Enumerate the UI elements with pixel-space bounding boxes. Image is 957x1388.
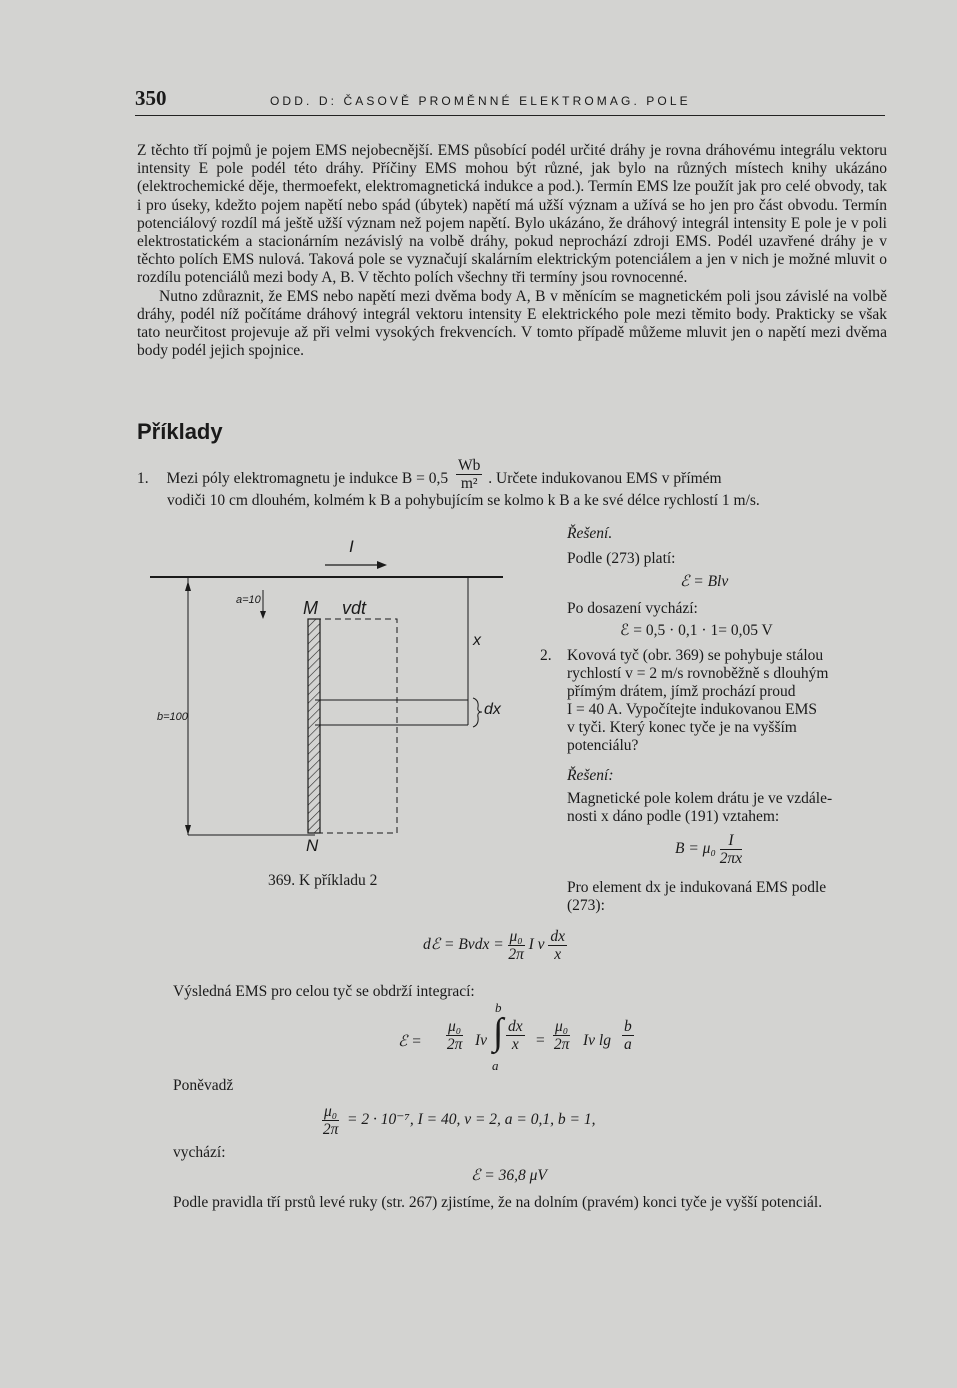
fraction-numerator: μ₀ (555, 1018, 569, 1035)
example-2-line-nosti: nosti x dáno podle (191) vztahem: (567, 808, 780, 825)
example-2-line: rychlostí v = 2 m/s rovnoběžně s dlouhým (567, 665, 829, 682)
integral-left: ℰ = (398, 1033, 422, 1050)
fraction-denominator: x (554, 946, 562, 963)
dx-brace (473, 698, 482, 727)
values-mu-fraction (322, 1103, 339, 1138)
label-current-I: I (349, 537, 354, 556)
unit-numerator: Wb (458, 457, 481, 474)
label-dx: dx (484, 701, 501, 718)
equation-dE (423, 928, 567, 963)
equation-E-Blv: ℰ = Blv (680, 573, 729, 590)
example-2-text (567, 647, 892, 755)
label-N: N (306, 836, 319, 855)
equation-integral (398, 1000, 658, 1073)
fraction-numerator: μ₀ (448, 1018, 462, 1035)
example-2-line: přímým drátem, jímž prochází proud (567, 683, 796, 700)
unit-denominator: m² (460, 475, 478, 492)
equation-B-left: B = μ₀ (675, 840, 716, 858)
example-2-number: 2. (540, 647, 552, 664)
fraction-denominator: a (624, 1036, 632, 1053)
equation-B (675, 832, 835, 867)
fraction-denominator: 2π (553, 1036, 570, 1053)
example-1-line-podle: Podle (273) platí: (567, 550, 676, 567)
example-1-number: 1. (137, 470, 149, 488)
example-2-line: potenciálu? (567, 737, 639, 754)
example-1-line-dosazeni: Po dosazení vychází: (567, 600, 698, 617)
metal-rod (308, 619, 320, 833)
label-b: b=100 (157, 711, 188, 723)
example-2-line-pole: Magnetické pole kolem drátu je ve vzdále- (567, 790, 833, 807)
example-2-line: Kovová tyč (obr. 369) se pohybuje stálou (567, 647, 824, 664)
integral-mu-fraction (446, 1018, 463, 1053)
equation-B-fraction (720, 832, 742, 867)
integral-ba-fraction (622, 1018, 634, 1053)
label-M: M (303, 598, 318, 618)
current-arrow (325, 561, 387, 569)
integral-equals: = (535, 1032, 546, 1049)
fraction-numerator: dx (508, 1018, 523, 1035)
integral-mu2-fraction (553, 1018, 570, 1053)
running-title: ODD. D: ČASOVĚ PROMĚNNÉ ELEKTROMAG. POLE (270, 94, 691, 108)
equation-dE-mid: I v (528, 936, 545, 954)
integral-lower-limit: a (492, 1058, 499, 1073)
intro-text (137, 142, 887, 360)
example-1-line-1 (137, 457, 889, 492)
figure-caption: 369. K příkladu 2 (268, 872, 378, 889)
example-1-text-a: Mezi póly elektromagnetu je indukce B = 0,5 (166, 470, 449, 488)
equation-dE-left: dℰ = Bvdx = (423, 936, 504, 954)
example-2-line: I = 40 A. Vypočítejte indukovanou EMS (567, 701, 817, 718)
example-2-line-element: Pro element dx je indukovaná EMS podle (567, 879, 827, 896)
values-rest: = 2 · 10⁻⁷, I = 40, v = 2, a = 0,1, b = 1, (347, 1111, 596, 1129)
integral-dx-fraction (506, 1018, 525, 1053)
equation-result-1: ℰ = 0,5 · 0,1 · 1= 0,05 V (620, 622, 773, 639)
equation-dE-dx-fraction (548, 928, 567, 963)
unit-fraction (456, 457, 482, 492)
fraction-denominator: 2π (508, 946, 524, 963)
fraction-numerator: dx (550, 928, 566, 945)
intro-paragraph-1: Z těchto tří pojmů je pojem EMS nejobecnější. EMS působící podél určité dráhy je rovna dráhovému integrálu vektoru intensity E pole podél této dráhy. Příčiny EMS mohou být různé, jak bylo na různých místech knihy ukázáno (elektrochemické děje, thermoefekt, elektromagnetická indukce a pod.). Termín EMS lze použít jak pro celé obvody, tak i pro úseky, kdežto pojem napětí nebo spád (úbytek) napětí má užší význam a užívá se ho jen pro část obvodu. Termín potenciálový rozdíl má ještě užší význam než pojem napětí. Bylo ukázáno, že dráhový integrál intensity E pole je v poli elektrostatickém a stacionárním nezávislý na volbě dráhy, pokud neprochází zdroji EMS. Podél uzavřené dráhy je v těchto polích EMS nulová. Taková pole se vyznačují skalárním elektrickým potenciálem a jen v nich je možné mluvit o rozdílu potenciálů mezi body A, B. V těchto polích všechny tři termíny jsou rovnocenné. (137, 142, 887, 287)
page-number: 350 (135, 86, 167, 110)
header-rule (135, 115, 885, 116)
label-vdt: vdt (342, 598, 367, 618)
equation-B-denominator: 2πx (719, 850, 743, 867)
integral-Iv-lg: Iv lg (583, 1032, 611, 1049)
displaced-rod (315, 619, 397, 833)
equation-B-numerator: I (720, 832, 742, 850)
label-x: x (473, 632, 481, 649)
integral-upper-limit: b (495, 1000, 502, 1015)
example-2-solution-label: Řešení: (567, 767, 614, 784)
fraction-denominator: x (511, 1036, 519, 1053)
equation-final-result: ℰ = 36,8 μV (471, 1167, 547, 1184)
example-1-text-b: . Určete indukovanou EMS v přímém (488, 470, 722, 488)
equation-values (322, 1103, 595, 1138)
section-heading: Příklady (137, 419, 223, 444)
ponevadz-label: Poněvadž (173, 1077, 234, 1094)
fraction-numerator: μ₀ (324, 1103, 338, 1120)
label-a: a=10 (236, 594, 261, 606)
example-2-line-integrace: Výsledná EMS pro celou tyč se obdrží integrací: (173, 983, 475, 1000)
integral-sign: ∫ (493, 1011, 504, 1053)
fraction-numerator: μ₀ (509, 928, 523, 945)
figure-369-diagram (145, 535, 525, 865)
vychazi-label: vychází: (173, 1144, 226, 1161)
fraction-denominator: 2π (446, 1036, 463, 1053)
example-1-solution-label: Řešení. (567, 525, 613, 542)
final-paragraph: Podle pravidla tří prstů levé ruky (str. 267) zjistíme, že na dolním (pravém) konci tyče je vyšší potenciál. (173, 1194, 823, 1211)
integral-Iv: Iv (475, 1032, 488, 1049)
fraction-denominator: 2π (322, 1121, 339, 1138)
fraction-numerator: b (624, 1018, 632, 1035)
example-1-line-2: vodiči 10 cm dlouhém, kolmém k B a pohybujícím se kolmo k B a ke své délce rychlostí 1 m/s. (167, 492, 760, 509)
example-2-line-273: (273): (567, 897, 605, 914)
intro-paragraph-2: Nutno zdůraznit, že EMS nebo napětí mezi dvěma body A, B v měnícím se magnetickém poli jsou závislé na volbě dráhy, podél níž počítáme dráhový integrál vektoru intensity E elektrického pole mezi těmito body. Prakticky se však tato neurčitost projevuje až při velmi vysokých frekvencích. V tomto případě můžeme mluvit jen o napětí mezi dvěma body podél jejich spojnice. (137, 287, 887, 360)
example-2-line: v tyči. Který konec tyče je na vyšším (567, 719, 797, 736)
equation-dE-mu-fraction (508, 928, 525, 963)
